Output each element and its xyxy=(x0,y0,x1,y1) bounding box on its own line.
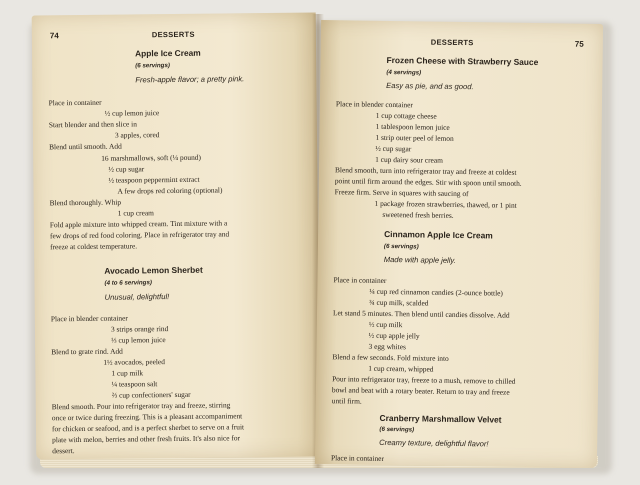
recipe-line: Pour into refrigerator tray, freeze to a mush, remove to chilled xyxy=(332,374,516,386)
recipe-line: ½ cup sugar xyxy=(108,164,145,174)
recipe-line: Blend thoroughly. Whip xyxy=(49,197,122,208)
recipe-title-frozen-cheese: Frozen Cheese with Strawberry Sauce xyxy=(386,54,539,68)
running-head-right: DESSERTS xyxy=(430,37,474,48)
recipe-line: ¼ cup red cinnamon candies (2-ounce bottle) xyxy=(369,286,503,298)
recipe-line: for chicken or seafood, and is a perfect sherbet to serve on a fruit xyxy=(51,422,245,434)
recipe-description: Unusual, delightful! xyxy=(104,292,170,302)
recipe-line: Place in blender container xyxy=(50,313,128,324)
recipe-line: Blend until smooth. Add xyxy=(49,141,122,152)
page-number-right: 75 xyxy=(574,39,584,49)
page-number-left: 74 xyxy=(49,31,59,41)
recipe-line: bowl and beat with a rotary beater. Return to tray and freeze xyxy=(331,385,510,397)
recipe-line: ⅓ cup lemon juice xyxy=(111,335,166,345)
recipe-line: A few drops red coloring (optional) xyxy=(117,185,223,196)
recipe-line: Blend smooth. Pour into refrigerator tray and freeze, stirring xyxy=(51,400,231,412)
recipe-line: ½ teaspoon peppermint extract xyxy=(108,174,200,185)
recipe-line: Fold apple mixture into whipped cream. Tint mixture with a xyxy=(49,218,228,230)
recipe-line: sweetened fresh berries. xyxy=(382,209,454,220)
left-page xyxy=(32,13,321,460)
recipe-line: 1½ avocados, peeled xyxy=(103,357,165,367)
recipe-line: Blend smooth, turn into refrigerator tray and freeze at coldest xyxy=(334,165,517,177)
recipe-line: 3 egg whites xyxy=(368,341,406,352)
recipe-line: ½ cup apple jelly xyxy=(368,330,420,341)
recipe-line: freeze at coldest temperature. xyxy=(50,241,138,252)
recipe-line: Place in blender container xyxy=(335,99,413,110)
recipe-line: few drops of red food coloring. Place in refrigerator tray and xyxy=(49,229,230,241)
recipe-line: Freeze firm. Serve in squares with saucing of xyxy=(334,187,469,199)
recipe-servings: (6 servings) xyxy=(379,425,415,434)
recipe-servings: (6 servings) xyxy=(383,242,419,251)
recipe-line: 1 cup cream, whipped xyxy=(368,363,434,374)
recipe-description: Easy as pie, and as good. xyxy=(386,80,474,92)
recipe-line: 1 tablespoon lemon juice xyxy=(375,121,450,132)
recipe-line: Blend a few seconds. Fold mixture into xyxy=(332,352,449,363)
recipe-line: ½ cup lemon juice xyxy=(104,108,160,118)
recipe-servings: (6 servings) xyxy=(135,62,170,70)
recipe-line: ⅔ cup confectioners' sugar xyxy=(111,389,191,400)
recipe-line: until firm. xyxy=(331,396,362,406)
recipe-line: dessert. xyxy=(52,446,75,456)
recipe-line: Place in container xyxy=(330,453,385,463)
recipe-line: 1 package frozen strawberries, thawed, or 1 pint xyxy=(374,198,517,210)
recipe-line: ½ cup sugar xyxy=(375,143,412,154)
recipe-line: once or twice during freezing. This is a pleasant accompaniment xyxy=(51,411,243,423)
recipe-line: 1 cup cream xyxy=(117,208,154,218)
recipe-line: Start blender and then slice in xyxy=(48,119,137,130)
recipe-line: plate with melon, berries and other fresh fruits. It's also nice for xyxy=(52,433,241,445)
recipe-title-apple-ice-cream: Apple Ice Cream xyxy=(135,47,201,59)
recipe-servings: (4 servings) xyxy=(386,68,422,77)
recipe-title-avocado-lemon-sherbet: Avocado Lemon Sherbet xyxy=(104,264,203,276)
recipe-line: 16 marshmallows, soft (¼ pound) xyxy=(101,152,201,163)
recipe-title-cranberry-marshmallow-velvet: Cranberry Marshmallow Velvet xyxy=(379,412,502,425)
recipe-line: point until firm around the edges. Stir with spoon until smooth. xyxy=(334,176,522,188)
recipe-line: ¾ cup milk, scalded xyxy=(369,297,429,308)
recipe-title-cinnamon-apple-ice-cream: Cinnamon Apple Ice Cream xyxy=(384,228,493,241)
running-head-left: DESSERTS xyxy=(151,29,195,40)
recipe-line: 3 apples, cored xyxy=(114,130,160,140)
recipe-line: 3 strips orange rind xyxy=(110,324,169,334)
recipe-line: ½ cup milk xyxy=(368,319,403,330)
recipe-line: Place in container xyxy=(48,97,102,108)
recipe-description: Fresh-apple flavor; a pretty pink. xyxy=(135,74,245,85)
recipe-line: 1 cup milk xyxy=(111,368,144,378)
recipe-line: Let stand 5 minutes. Then blend until candies dissolve. Add xyxy=(332,308,510,320)
recipe-line: Place in container xyxy=(333,275,387,285)
recipe-description: Made with apple jelly. xyxy=(383,254,456,265)
recipe-line: Blend to grate rind. Add xyxy=(51,346,123,357)
recipe-line: 1 cup dairy sour cream xyxy=(375,154,443,165)
recipe-line: 1 cup cottage cheese xyxy=(375,110,437,121)
recipe-line: 1 strip outer peel of lemon xyxy=(375,132,454,143)
recipe-line: ¼ teaspoon salt xyxy=(111,379,158,389)
recipe-description: Creamy texture, delightful flavor! xyxy=(379,437,489,449)
recipe-servings: (4 to 6 servings) xyxy=(104,279,152,287)
right-page xyxy=(315,20,603,468)
